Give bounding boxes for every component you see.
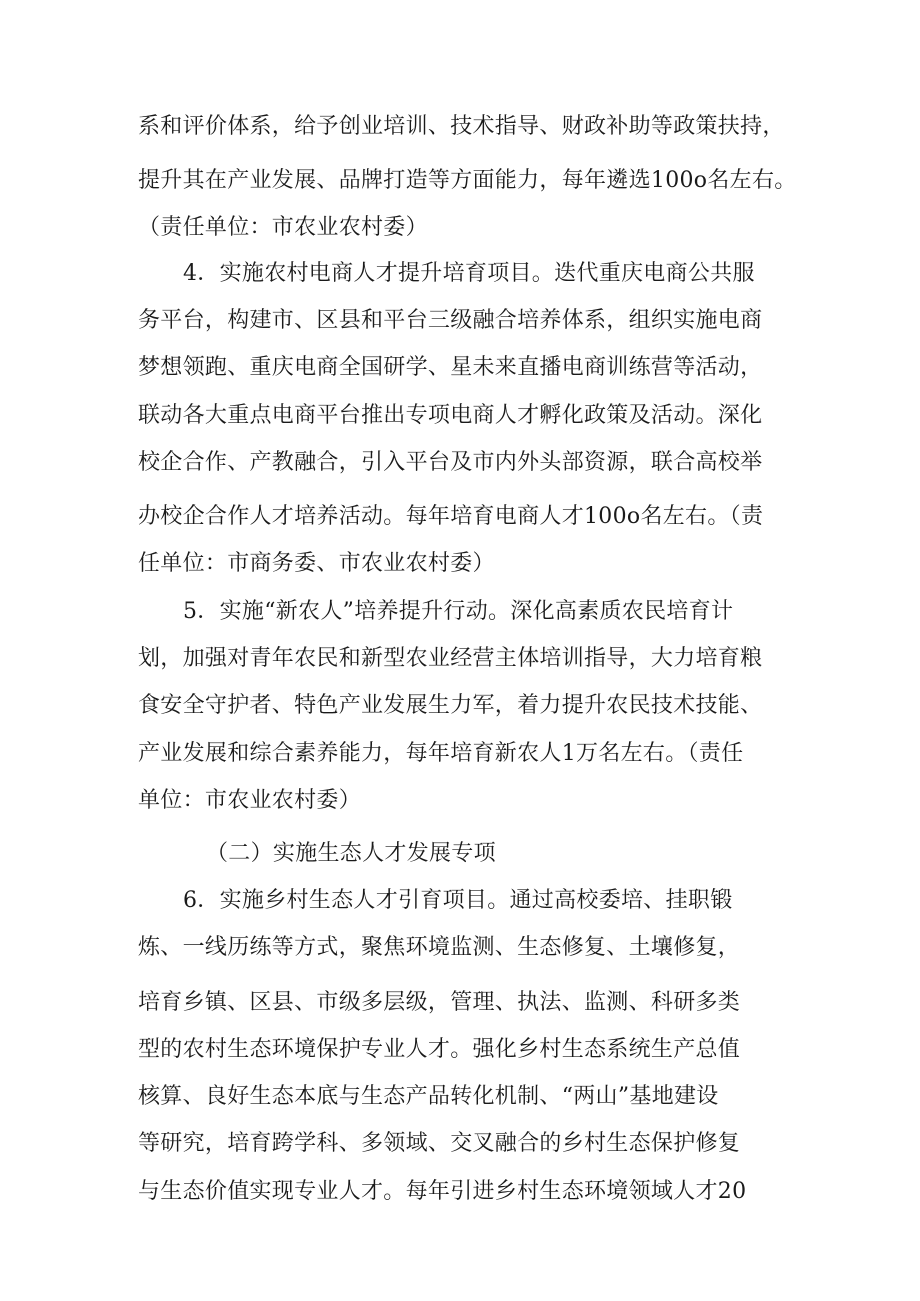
paragraph-6-line-3: 培育乡镇、区县、市级多层级，管理、执法、监测、科研多类 bbox=[138, 990, 741, 1015]
paragraph-5-line-1: 5．实施“新农人”培养提升行动。深化高素质农民培育计 bbox=[183, 599, 734, 624]
paragraph-5-line-3: 食安全守护者、特色产业发展生力军，着力提升农民技术技能、 bbox=[138, 693, 763, 718]
paragraph-6-line-7: 与生态价值实现专业人才。每年引进乡村生态环境领域人才20 bbox=[138, 1179, 747, 1204]
paragraph-4-line-7: 任单位：市商务委、市农业农村委） bbox=[138, 551, 495, 576]
paragraph-4-line-4: 联动各大重点电商平台推出专项电商人才孵化政策及活动。深化 bbox=[138, 403, 763, 428]
text-line-1: 系和评价体系，给予创业培训、技术指导、财政补助等政策扶持， bbox=[138, 114, 785, 139]
paragraph-6-line-2: 炼、一线历练等方式，聚焦环境监测、生态修复、土壤修复， bbox=[138, 935, 741, 960]
paragraph-6-line-5: 核算、良好生态本底与生态产品转化机制、“两山”基地建设 bbox=[138, 1084, 719, 1109]
text-line-2: 提升其在产业发展、品牌打造等方面能力，每年遴选100o名左右。 bbox=[138, 168, 797, 193]
paragraph-4-line-6: 办校企合作人才培养活动。每年培育电商人才100o名左右。（责 bbox=[138, 504, 764, 529]
paragraph-5-line-5: 单位：市农业农村委） bbox=[138, 788, 362, 813]
paragraph-5-line-2: 划，加强对青年农民和新型农业经营主体培训指导，大力培育粮 bbox=[138, 646, 763, 671]
paragraph-6-line-4: 型的农村生态环境保护专业人才。强化乡村生态系统生产总值 bbox=[138, 1037, 741, 1062]
text-line-3: （责任单位：市农业农村委） bbox=[138, 215, 428, 240]
paragraph-4-line-3: 梦想领跑、重庆电商全国研学、星未来直播电商训练营等活动， bbox=[138, 355, 763, 380]
section-heading: （二）实施生态人才发展专项 bbox=[206, 841, 496, 866]
paragraph-6-line-6: 等研究，培育跨学科、多领域、交叉融合的乡村生态保护修复 bbox=[138, 1131, 741, 1156]
paragraph-4-line-2: 务平台，构建市、区县和平台三级融合培养体系，组织实施电商 bbox=[138, 308, 763, 333]
paragraph-4-line-5: 校企合作、产教融合，引入平台及市内外头部资源，联合高校举 bbox=[138, 450, 763, 475]
paragraph-5-line-4: 产业发展和综合素养能力，每年培育新农人1万名左右。（责任 bbox=[138, 741, 744, 766]
paragraph-4-line-1: 4．实施农村电商人才提升培育项目。迭代重庆电商公共服 bbox=[183, 261, 755, 286]
paragraph-6-line-1: 6．实施乡村生态人才引育项目。通过高校委培、挂职锻 bbox=[183, 888, 733, 913]
